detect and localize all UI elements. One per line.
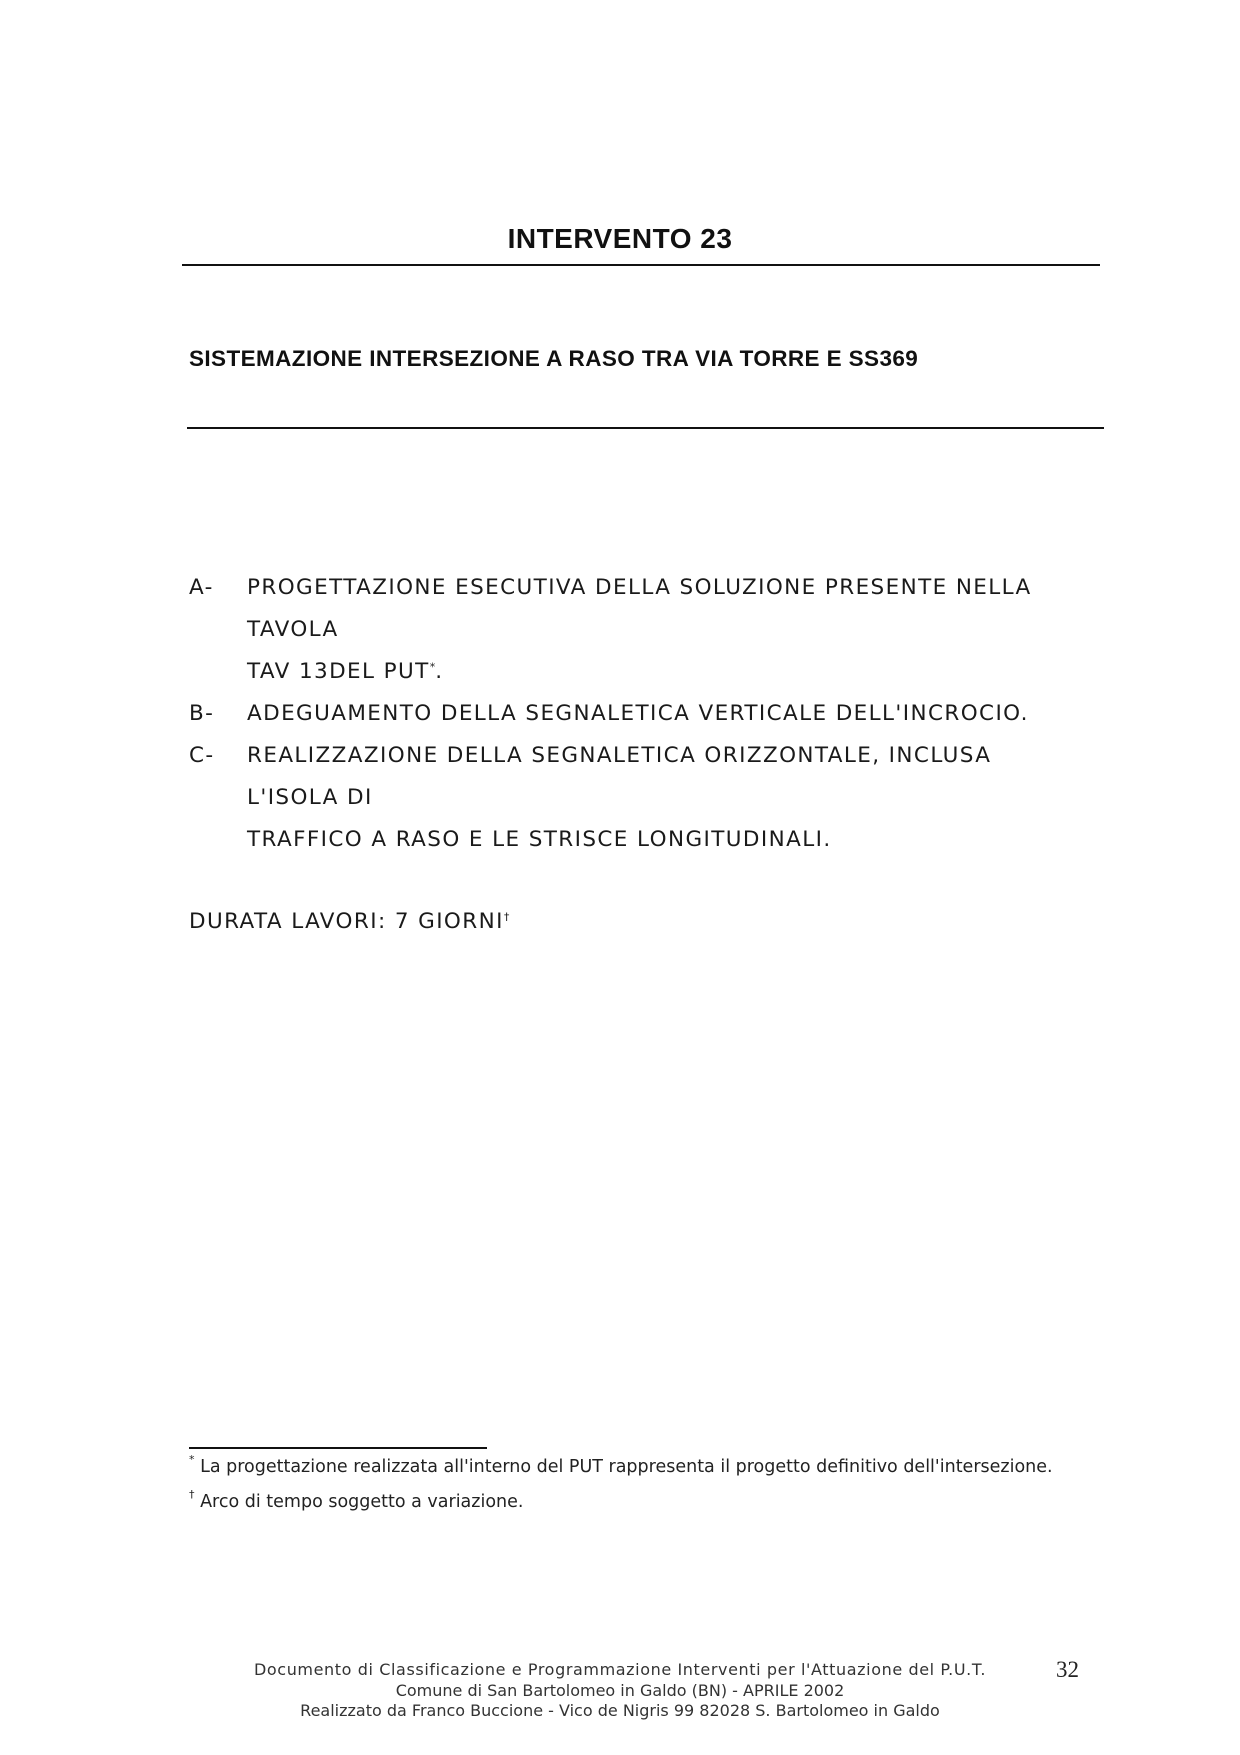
duration-text: DURATA LAVORI: 7 GIORNI [189,909,504,934]
page-number: 32 [1056,1657,1079,1682]
footnote-mark: † [189,1488,195,1502]
list-item-a [189,567,1089,693]
footer-author: Realizzato da Franco Buccione - Vico de Nigris 99 82028 S. Bartolomeo in Galdo [300,1701,940,1720]
list-item-text-line: ADEGUAMENTO DELLA SEGNALETICA VERTICALE DELL'INCROCIO. [247,701,1029,726]
footnote-2 [189,1488,524,1512]
footnote-1 [189,1453,1053,1477]
list-item-letter: B- [189,701,215,726]
footnote-reference[interactable]: † [503,910,510,924]
work-duration [189,909,509,934]
list-item-text-line: REALIZZAZIONE DELLA SEGNALETICA ORIZZONTALE, INCLUSA L'ISOLA DI [247,743,992,810]
footnote-text: Arco di tempo soggetto a variazione. [200,1492,524,1512]
footnote-separator [189,1447,487,1449]
footnote-text: La progettazione realizzata all'interno del PUT rappresenta il progetto definitivo dell'intersezione. [200,1457,1053,1477]
list-item-b [189,693,1089,735]
title-underline [182,264,1100,266]
footnote-mark: * [189,1453,195,1467]
list-item-letter: A- [189,575,214,600]
footer-document-title: Documento di Classificazione e Programmazione Interventi per l'Attuazione del P.U.T. [253,1660,987,1679]
list-item-text-line: TRAFFICO A RASO E LE STRISCE LONGITUDINALI. [247,827,832,852]
footer-municipality: Comune di San Bartolomeo in Galdo (BN) - APRILE 2002 [395,1680,845,1700]
section-subtitle: SISTEMAZIONE INTERSEZIONE A RASO TRA VIA TORRE E SS369 [189,346,919,371]
intervention-list [189,567,1089,861]
list-item-text: . [435,659,444,684]
list-item-text: TAV 13DEL PUT [247,659,430,684]
list-item-letter: C- [189,743,215,768]
list-item-text-line [247,651,1089,693]
footnote-reference[interactable]: * [429,660,436,674]
list-item-c [189,735,1089,861]
page-footer [190,1660,1050,1722]
page-title: INTERVENTO 23 [507,223,733,254]
list-item-text-line: PROGETTAZIONE ESECUTIVA DELLA SOLUZIONE PRESENTE NELLA TAVOLA [247,575,1032,642]
subtitle-divider [187,427,1104,429]
